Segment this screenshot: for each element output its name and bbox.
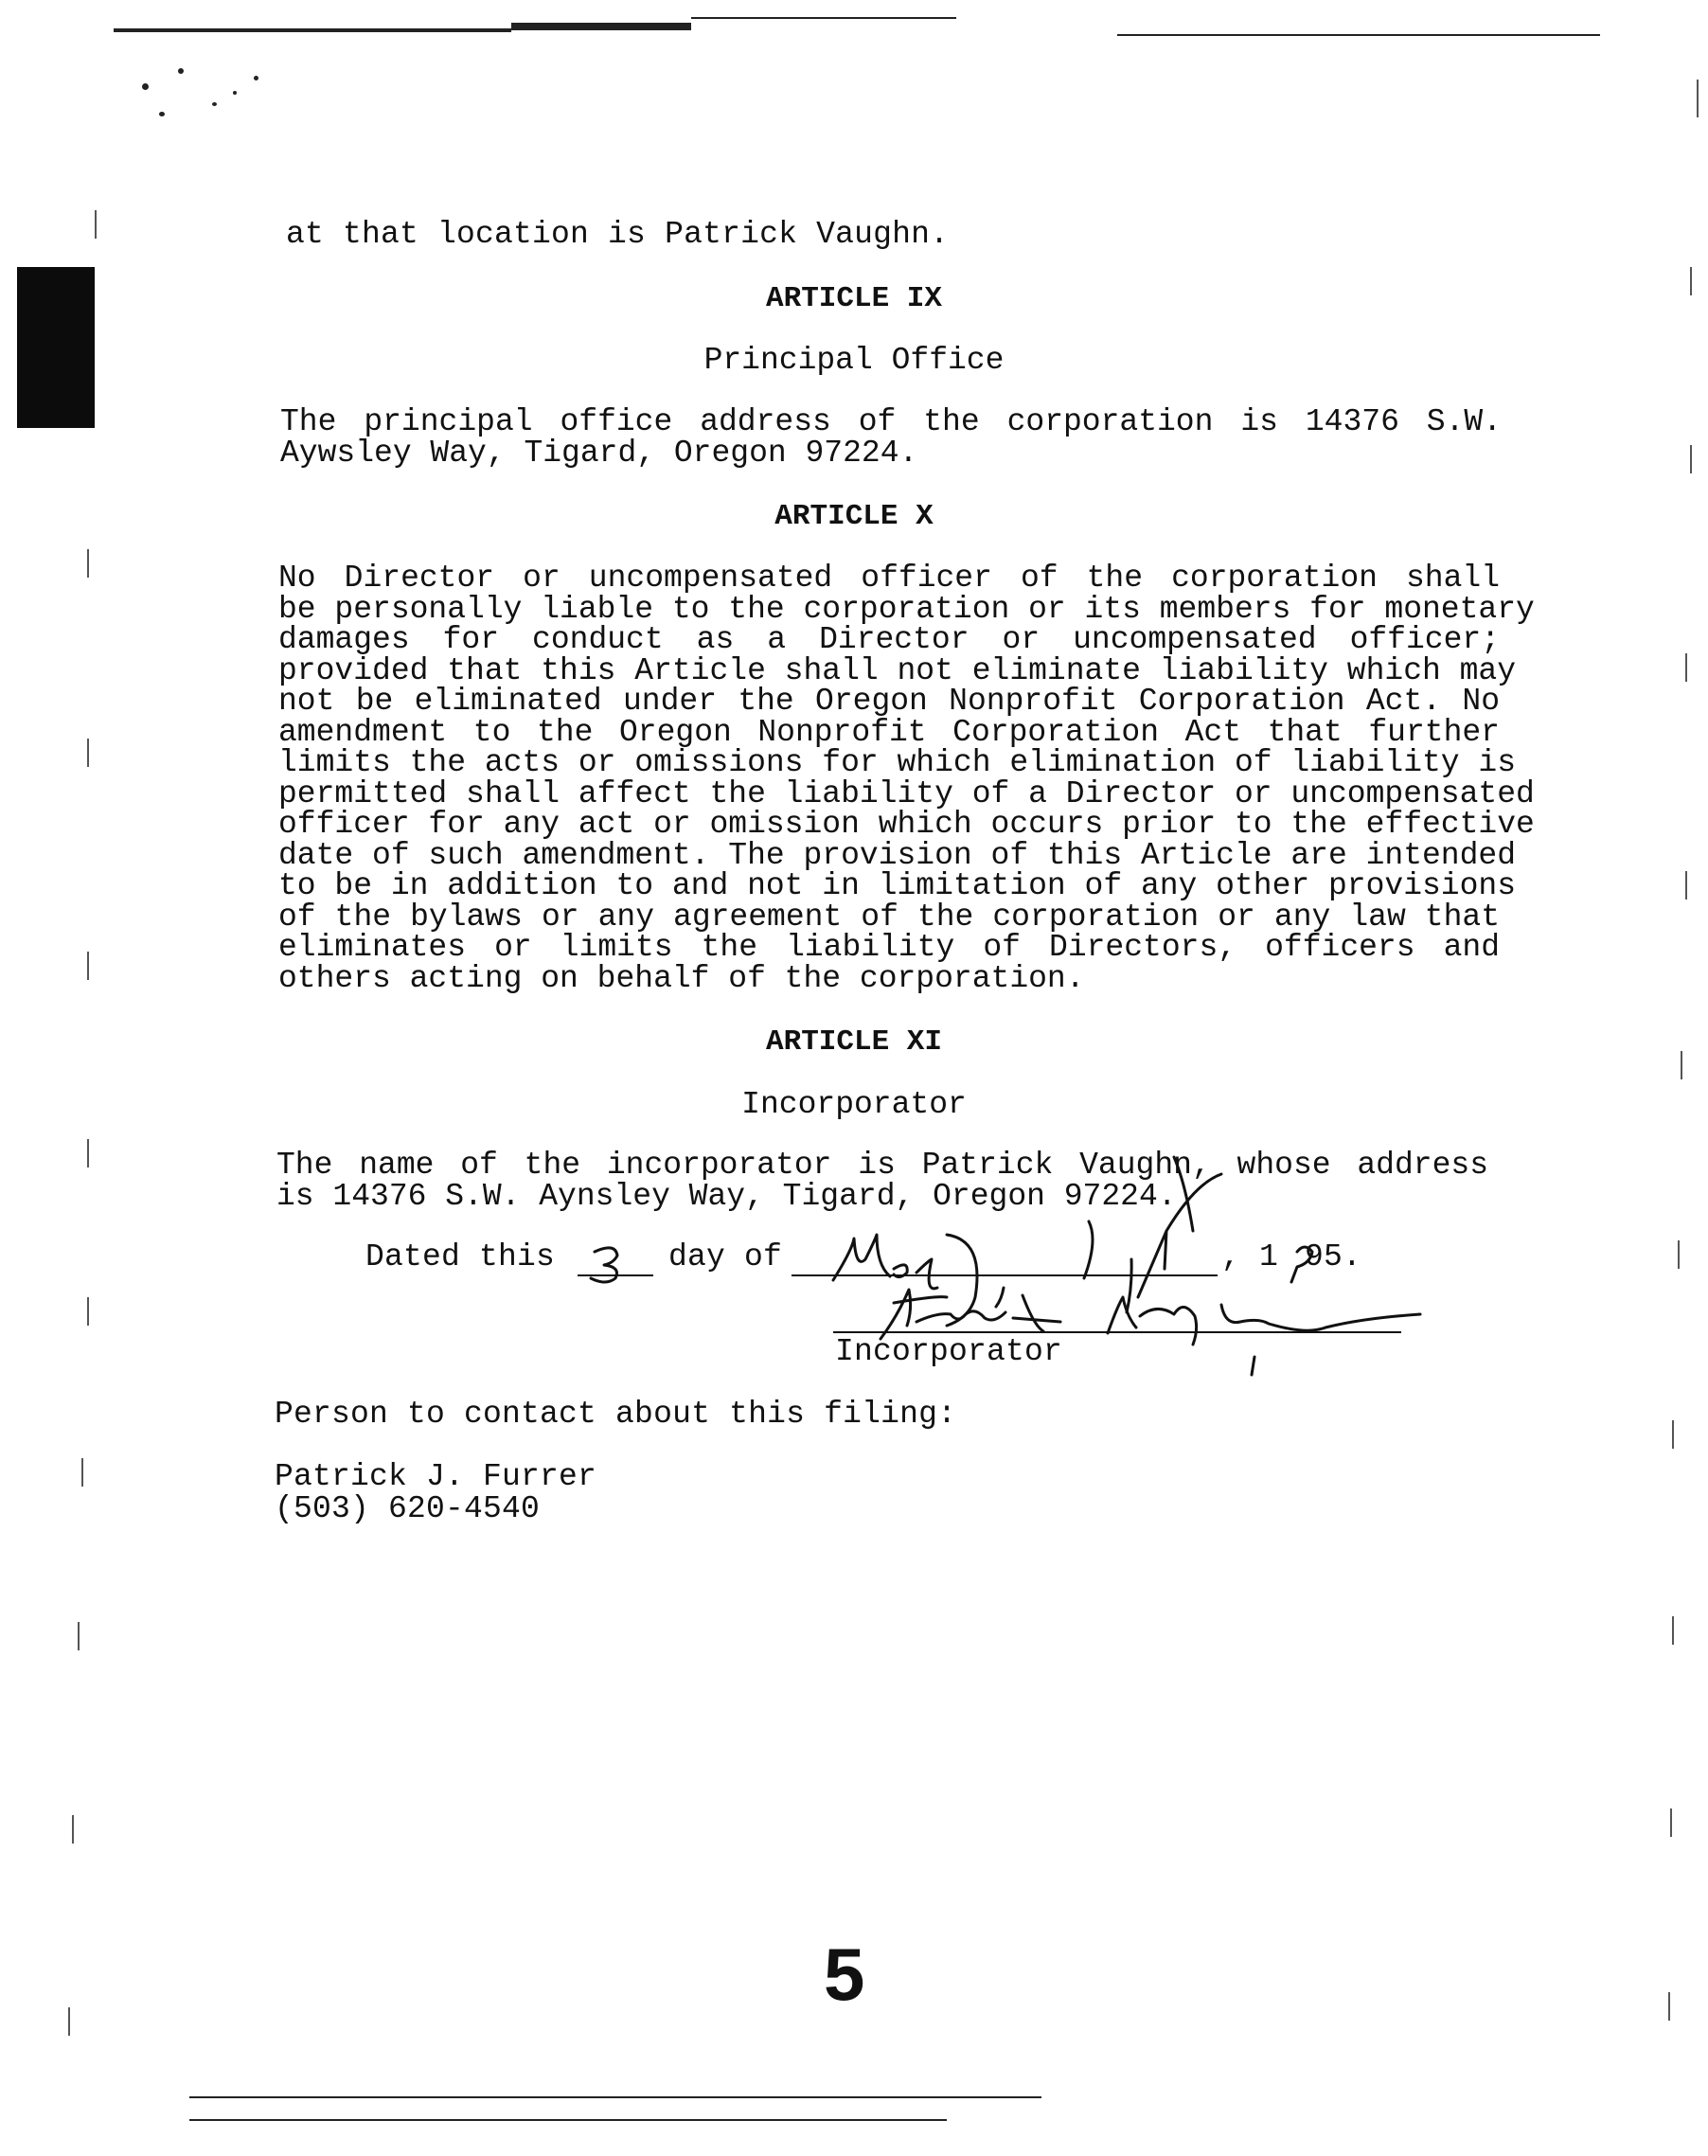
article-ix-subheading: Principal Office bbox=[703, 343, 1005, 378]
contact-name: Patrick J. Furrer bbox=[275, 1459, 597, 1494]
article-x-line: No Director or uncompensated officer of the corporation shall bbox=[278, 561, 1500, 596]
article-xi-heading: ARTICLE XI bbox=[765, 1025, 943, 1059]
dated-year-suffix: 95. bbox=[1305, 1239, 1362, 1274]
page-number: 5 bbox=[824, 1933, 865, 2016]
dated-prefix: Dated this bbox=[365, 1239, 556, 1274]
article-x-line: to be in addition to and not in limitation of any other provisions bbox=[278, 868, 1517, 903]
article-x-line: permitted shall affect the liability of a Director or uncompensated bbox=[278, 775, 1535, 811]
dated-middle: day of bbox=[668, 1239, 783, 1274]
article-x-line: be personally liable to the corporation or its members for monetary bbox=[278, 591, 1535, 627]
handwritten-day bbox=[591, 1248, 617, 1282]
article-x-line: provided that this Article shall not eliminate liability which may bbox=[278, 652, 1517, 688]
contact-phone: (503) 620-4540 bbox=[275, 1491, 541, 1526]
article-xi-subheading: Incorporator bbox=[741, 1087, 967, 1122]
article-x-line: damages for conduct as a Director or uncompensated officer; bbox=[278, 622, 1500, 657]
article-x-line: others acting on behalf of the corporation. bbox=[278, 960, 1085, 996]
article-x-heading: ARTICLE X bbox=[774, 500, 934, 533]
handwritten-year-digit bbox=[1291, 1247, 1312, 1282]
article-x-line: amendment to the Oregon Nonprofit Corporation Act that further bbox=[278, 714, 1500, 750]
article-x-line: officer for any act or omission which occurs prior to the effective bbox=[278, 807, 1535, 842]
article-x-line: not be eliminated under the Oregon Nonprofit Corporation Act. No bbox=[278, 684, 1500, 719]
article-ix-line: Aywsley Way, Tigard, Oregon 97224. bbox=[280, 435, 918, 471]
article-x-line: limits the acts or omissions for which elimination of liability is bbox=[278, 745, 1517, 780]
continuation-text: at that location is Patrick Vaughn. bbox=[286, 217, 950, 252]
article-x-line: date of such amendment. The provision of this Article are intended bbox=[278, 837, 1517, 873]
contact-label: Person to contact about this filing: bbox=[275, 1397, 957, 1432]
article-ix-line: The principal office address of the corporation is 14376 S.W. bbox=[280, 404, 1502, 439]
handwritten-month bbox=[833, 1174, 1221, 1326]
article-xi-line: is 14376 S.W. Aynsley Way, Tigard, Oregon 97224. bbox=[276, 1178, 1177, 1214]
dated-year-prefix: , 1 bbox=[1221, 1239, 1279, 1274]
article-x-line: of the bylaws or any agreement of the corporation or any law that bbox=[278, 899, 1500, 935]
article-x-line: eliminates or limits the liability of Directors, officers and bbox=[278, 930, 1500, 965]
signature-label: Incorporator bbox=[835, 1334, 1063, 1369]
article-ix-heading: ARTICLE IX bbox=[765, 282, 943, 315]
article-xi-line: The name of the incorporator is Patrick Vaughn, whose address bbox=[276, 1148, 1488, 1183]
